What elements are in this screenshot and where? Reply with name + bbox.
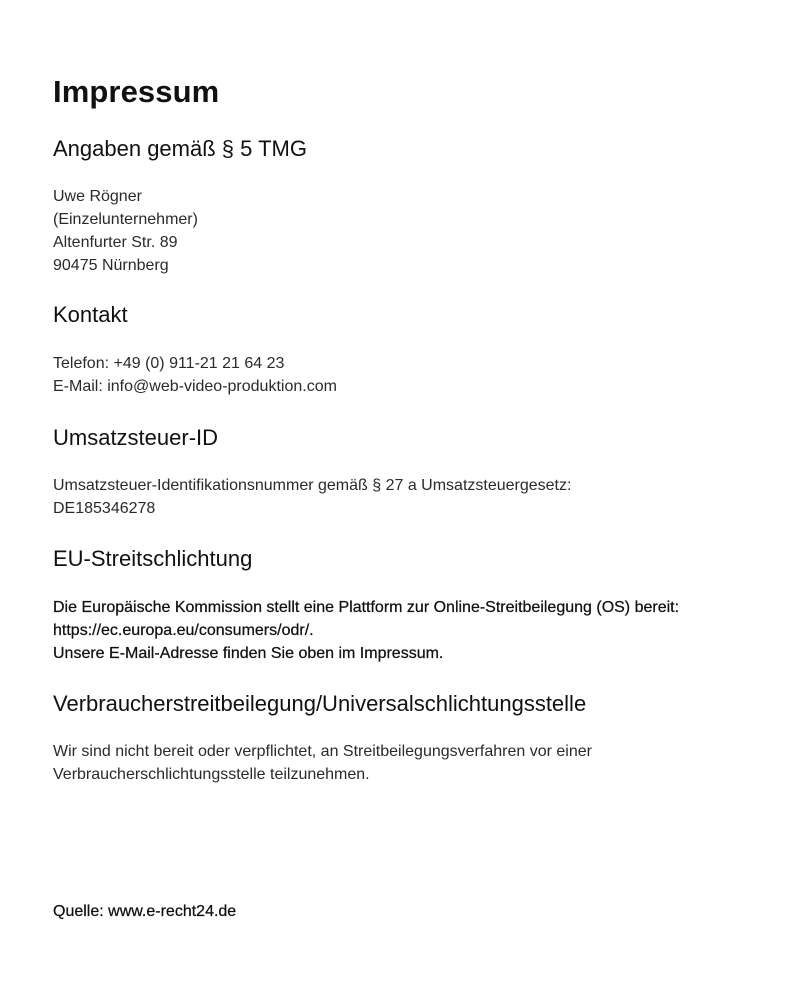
page-title: Impressum [53, 74, 220, 109]
section-heading-ust: Umsatzsteuer-ID [53, 425, 219, 450]
owner-name: Uwe Rögner [53, 188, 142, 205]
company-type: (Einzelunternehmer) [53, 211, 198, 228]
section-heading-tmg: Angaben gemäß § 5 TMG [53, 136, 307, 161]
email-line: E-Mail: info@web-video-produktion.com [53, 378, 337, 395]
section-heading-consumer-dispute: Verbraucherstreitbeilegung/Universalschlichtungsstelle [53, 691, 587, 716]
section-heading-eu: EU-Streitschlichtung [53, 546, 253, 571]
tmg-address-block [53, 185, 198, 277]
vat-block [53, 474, 571, 520]
odr-link[interactable]: https://ec.europa.eu/consumers/odr/. [53, 622, 314, 639]
source-credit[interactable]: Quelle: www.e-recht24.de [53, 903, 237, 920]
consumer-dispute-line-2: Verbraucherschlichtungsstelle teilzunehmen. [53, 766, 370, 783]
consumer-dispute-line-1: Wir sind nicht bereit oder verpflichtet, an Streitbeilegungsverfahren vor einer [53, 743, 592, 760]
eu-platform-text: Die Europäische Kommission stellt eine Plattform zur Online-Streitbeilegung (OS) bereit: [53, 599, 680, 616]
contact-block [53, 352, 337, 398]
vat-description: Umsatzsteuer-Identifikationsnummer gemäß § 27 a Umsatzsteuergesetz: [53, 477, 572, 494]
postal-city: 90475 Nürnberg [53, 257, 169, 274]
eu-dispute-block [53, 596, 679, 665]
email-reference-text: Unsere E-Mail-Adresse finden Sie oben im Impressum. [53, 645, 444, 662]
street-address: Altenfurter Str. 89 [53, 234, 178, 251]
phone-line: Telefon: +49 (0) 911-21 21 64 23 [53, 355, 285, 372]
vat-number: DE185346278 [53, 500, 156, 517]
section-heading-kontakt: Kontakt [53, 302, 128, 327]
consumer-dispute-block [53, 740, 592, 786]
